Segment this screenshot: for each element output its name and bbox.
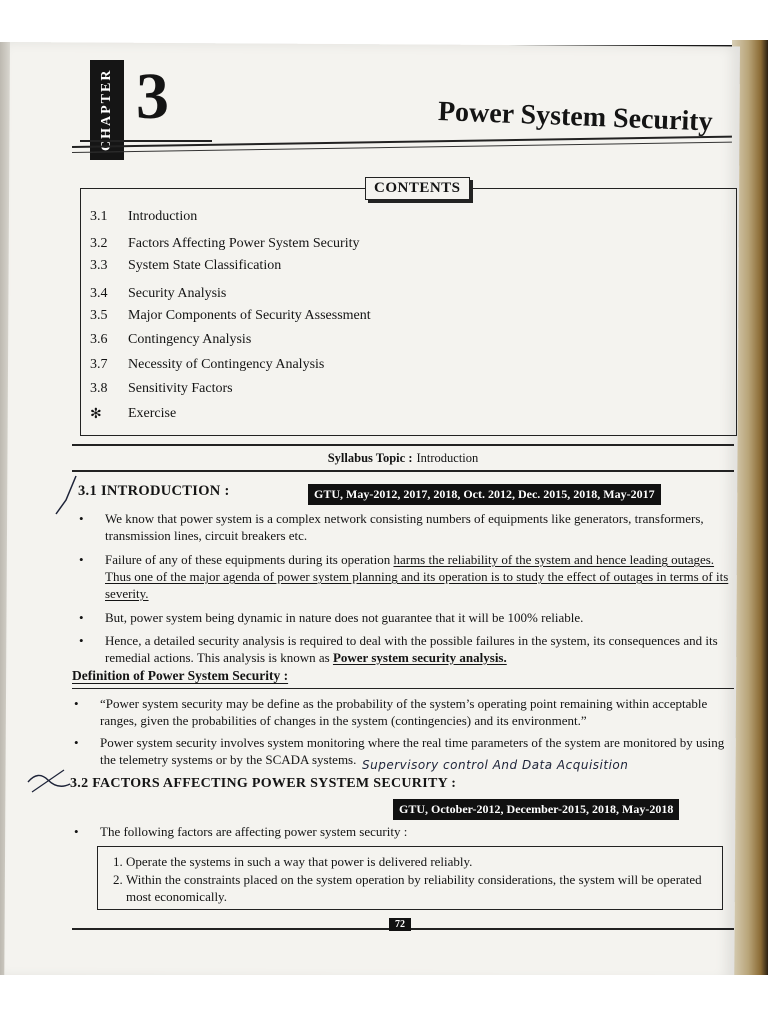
toc-item: 3.6 Contingency Analysis — [90, 332, 252, 348]
handwritten-note: Supervisory control And Data Acquisition — [362, 758, 629, 772]
background-top — [0, 0, 768, 45]
chapter-rule — [80, 140, 212, 142]
section-3-2-heading: 3.2 FACTORS AFFECTING POWER SYSTEM SECURITY : — [70, 776, 457, 791]
factors-intro: • The following factors are affecting power system security : — [74, 824, 408, 839]
contents-label: CONTENTS — [365, 177, 470, 200]
chapter-label: CHAPTER — [90, 60, 124, 160]
table-of-contents — [90, 205, 490, 426]
syllabus-band — [72, 444, 734, 472]
chapter-number: 3 — [136, 60, 169, 133]
definition-bullet-2: • Power system security involves system monitoring where the real time parameters of the system are monitored by using the telemetry systems or by the SCADA systems. — [74, 735, 725, 767]
toc-item: 3.2 Factors Affecting Power System Security — [90, 235, 360, 251]
intro-bullet-1: • We know that power system is a complex network consisting numbers of equipments like generators, transformers, transmission lines, circuit breakers etc. — [79, 511, 704, 543]
factors-box — [97, 846, 723, 910]
hand-check-mark — [52, 470, 82, 520]
syllabus-label: Syllabus Topic : — [327, 450, 413, 465]
toc-item: 3.1 Introduction — [90, 209, 198, 225]
syllabus-topic: Introduction — [416, 450, 479, 465]
definition-bullet-1: • “Power system security may be define as the probability of the system’s operating point remaining within acceptable ranges, given the probabilities of changes in the system (contingencies) and its environment.” — [74, 696, 708, 728]
hand-pen-mark — [24, 762, 74, 802]
section-3-1-heading: 3.1 INTRODUCTION : — [78, 483, 230, 499]
background-bottom — [0, 975, 768, 1024]
factor-item: 1. Operate the systems in such a way that power is delivered reliably. — [126, 853, 722, 870]
page-number: 72 — [389, 918, 411, 931]
toc-item: 3.3 System State Classification — [90, 258, 282, 274]
factor-item: 2. Within the constraints placed on the system operation by reliability considerations, the system will be operated most economically. — [126, 871, 722, 905]
intro-bullet-2: • Failure of any of these equipments during its operation harms the reliability of the system and hence leading outages. Thus one of the major agenda of power system planning and its operation is to study the effect of outages in terms of its severity. — [79, 552, 729, 601]
factors-list — [98, 853, 722, 905]
gtu-exam-badge-2: GTU, October-2012, December-2015, 2018, May-2018 — [393, 799, 679, 820]
toc-item: ✻ Exercise — [90, 406, 177, 422]
toc-item: 3.7 Necessity of Contingency Analysis — [90, 356, 325, 372]
toc-item: 3.5 Major Components of Security Assessment — [90, 307, 371, 323]
intro-bullet-4: • Hence, a detailed security analysis is required to deal with the possible failures in the system, its consequences and its remedial actions. This analysis is known as Power system security analysis. — [79, 633, 718, 665]
chapter-title: Power System Security — [437, 96, 714, 138]
definition-heading: Definition of Power System Security : — [72, 668, 289, 683]
intro-bullet-3: • But, power system being dynamic in nature does not guarantee that it will be 100% reliable. — [79, 610, 584, 625]
gtu-exam-badge: GTU, May-2012, 2017, 2018, Oct. 2012, Dec. 2015, 2018, May-2017 — [308, 484, 661, 505]
toc-item: 3.4 Security Analysis — [90, 286, 227, 302]
toc-item: 3.8 Sensitivity Factors — [90, 381, 233, 397]
definition-rule — [72, 688, 734, 689]
